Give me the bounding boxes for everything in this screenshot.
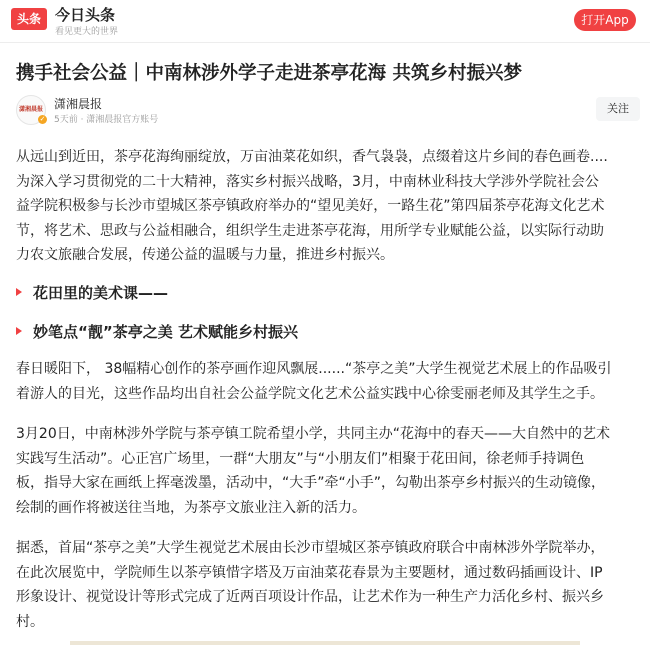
article-title: 携手社会公益｜中南林涉外学子走进茶亭花海 共筑乡村振兴梦: [16, 63, 522, 84]
follow-button[interactable]: 关注: [596, 97, 640, 121]
paragraph-line: 绘制的画作将被送往当地，为茶亭文旅业注入新的活力。: [16, 499, 366, 516]
article-image-edge: [70, 641, 580, 645]
paragraph-line: 村。: [16, 613, 44, 630]
red-triangle-icon: [16, 327, 22, 335]
brand-slogan: 看见更大的世界: [55, 27, 119, 37]
section-heading-1: [16, 282, 168, 303]
section-heading-text: 妙笔点“靓”茶亭之美 艺术赋能乡村振兴: [33, 323, 298, 341]
paragraph-line: 力农文旅融合发展，传递公益的温暖与力量，推进乡村振兴。: [16, 247, 394, 263]
author-meta: 5天前 · 潇湘晨报官方账号: [54, 115, 159, 125]
paragraph-1: [16, 145, 638, 268]
open-app-button[interactable]: 打开App: [574, 9, 636, 31]
avatar-logo-text: 潇湘晨报: [19, 106, 44, 113]
author-row: [16, 94, 636, 126]
paragraph-line: 着游人的目光，这些作品均出自社会公益学院文化艺术公益实践中心徐雯丽老师及其学生之手。: [16, 385, 604, 402]
paragraph-line: 在此次展览中，学院师生以茶亭镇惜字塔及万亩油菜花春景为主要题材，通过数码插画设计、IP: [16, 564, 603, 581]
paragraph-3: [16, 422, 638, 520]
paragraph-line: 板，指导大家在画纸上挥毫泼墨，活动中，“大手”牵“小手”，勾勒出茶亭乡村振兴的生动镜像，: [16, 475, 606, 491]
paragraph-line: 实践写生活动”。心正宫广场里，一群“大朋友”与“小朋友们”相聚于花田间，徐老师手持调色: [16, 450, 585, 467]
paragraph-4: [16, 536, 638, 634]
brand-name: 今日头条: [55, 6, 116, 24]
paragraph-line: 为深入学习贯彻党的二十大精神，落实乡村振兴战略，3月，中南林业科技大学涉外学院社会公: [16, 173, 599, 190]
paragraph-line: 春日暖阳下， 38幅精心创作的茶亭画作迎风飘展......“茶亭之美”大学生视觉艺术展上的作品吸引: [16, 361, 612, 377]
verified-badge-icon: ✓: [39, 115, 46, 123]
paragraph-line: 从远山到近田，茶亭花海绚丽绽放，万亩油菜花如织，香气袅袅，点缀着这片乡间的春色画卷....: [16, 149, 608, 165]
paragraph-line: 节，将艺术、思政与公益相融合，组织学生走进茶亭花海，用所学专业赋能公益，以实际行动助: [16, 222, 604, 239]
paragraph-2: [16, 357, 638, 406]
paragraph-line: 据悉，首届“茶亭之美”大学生视觉艺术展由长沙市望城区茶亭镇政府联合中南林涉外学院举办，: [16, 540, 605, 556]
paragraph-line: 形象设计、视觉设计等形式完成了近两百项设计作品，让艺术作为一种生产力活化乡村、振兴乡: [16, 589, 604, 605]
author-name[interactable]: 潇湘晨报: [54, 97, 103, 111]
top-bar: [0, 0, 650, 43]
red-triangle-icon: [16, 288, 22, 296]
section-heading-text: 花田里的美术课——: [33, 284, 169, 302]
toutiao-logo[interactable]: 头条: [11, 8, 47, 30]
paragraph-line: 益学院积极参与长沙市望城区茶亭镇政府举办的“望见美好，一路生花”第四届茶亭花海文化艺术: [16, 198, 605, 214]
paragraph-line: 3月20日，中南林涉外学院与茶亭镇工院希望小学，共同主办“花海中的春天——大自然中的艺术: [16, 426, 610, 442]
section-heading-2: [16, 321, 298, 342]
